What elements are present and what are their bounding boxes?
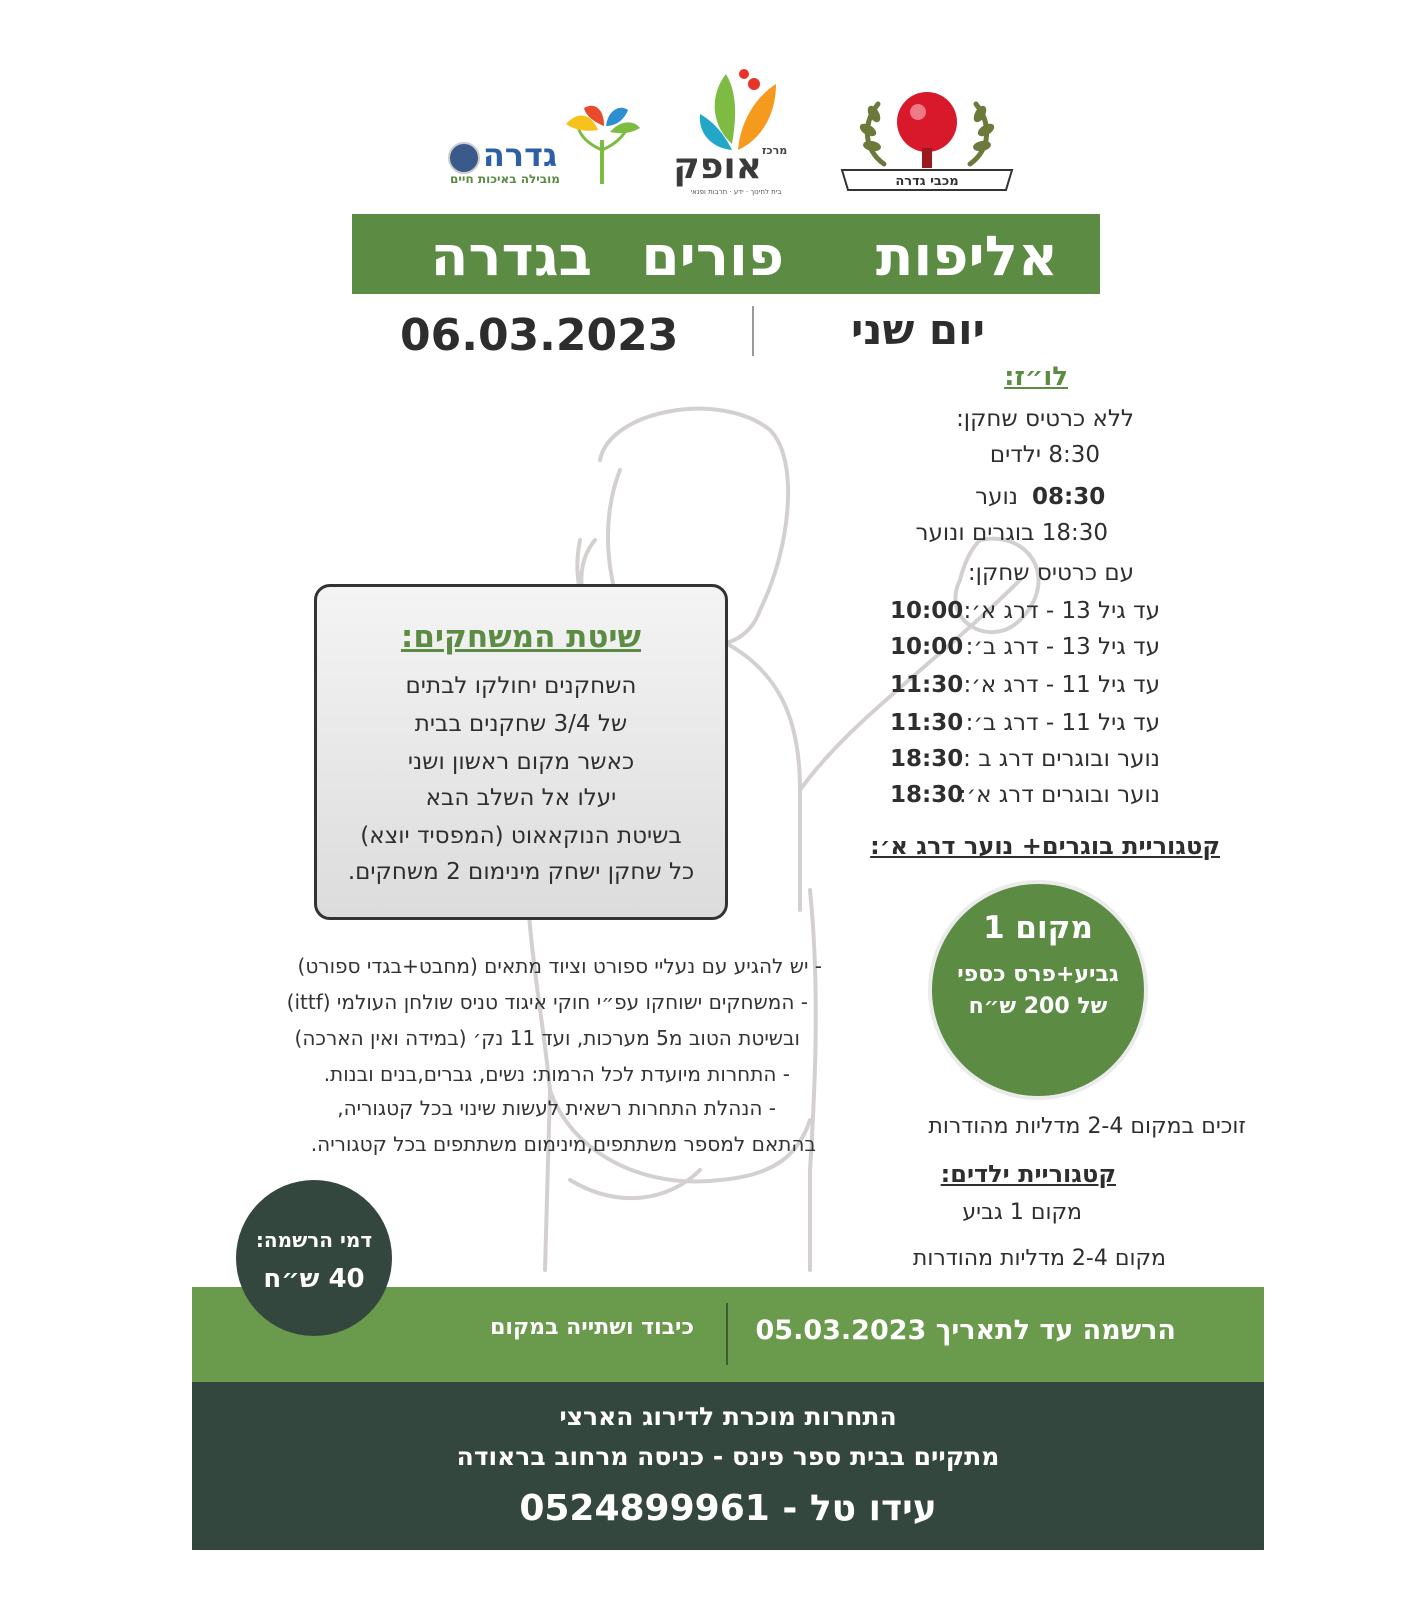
contact-info: עידו טל - 0524899961 xyxy=(519,1488,937,1529)
refreshments-note: כיבוד ושתייה במקום xyxy=(490,1315,694,1340)
prize-place: מקום 1 xyxy=(983,910,1093,946)
game-system-box xyxy=(314,584,728,920)
with-card-row-time: 18:30 xyxy=(890,782,964,808)
game-system-line: יעלו אל השלב הבא xyxy=(425,785,617,811)
prize-description: גביע+פרס כספי xyxy=(957,962,1119,987)
ofek-logo-name: אופק xyxy=(673,146,762,187)
ranking-note: התחרות מוכרת לדירוג הארצי xyxy=(559,1402,897,1431)
kids-category-heading: קטגוריית ילדים: xyxy=(940,1160,1116,1188)
header-divider xyxy=(752,306,754,356)
registration-fee-badge xyxy=(236,1180,392,1336)
first-place-prize-badge xyxy=(932,884,1144,1096)
title-banner xyxy=(352,214,1100,294)
gedera-logo xyxy=(448,100,644,192)
event-day: יום שני xyxy=(851,305,985,354)
no-card-youth-label: נוער xyxy=(975,484,1018,510)
with-card-row-time: 10:00 xyxy=(890,634,964,660)
kids-first-place: מקום 1 גביע xyxy=(962,1200,1082,1225)
game-system-line: בשיטת הנוקאאוט (המפסיד יוצא) xyxy=(360,823,682,849)
title-word-2: פורים xyxy=(641,224,784,288)
schedule-heading: לו״ז: xyxy=(1004,362,1068,392)
gedera-logo-name: גדרה xyxy=(482,136,558,174)
fee-label: דמי הרשמה: xyxy=(255,1228,373,1252)
ofek-logo-small: מרכז xyxy=(762,144,788,157)
with-card-row-label: עד גיל 11 - דרג א׳: xyxy=(963,672,1160,698)
no-card-kids: 8:30 ילדים xyxy=(989,442,1100,468)
title-word-1: אליפות xyxy=(875,224,1058,288)
no-card-adults: 18:30 בוגרים ונוער xyxy=(915,520,1108,546)
game-system-line: השחקנים יחולקו לבתים xyxy=(405,673,637,699)
adults-medals: זוכים במקום 2-4 מדליות מהודרות xyxy=(928,1114,1246,1139)
no-card-label: ללא כרטיס שחקן: xyxy=(956,406,1134,432)
rules-note: - התחרות מיועדת לכל הרמות: נשים, גברים,בנים ובנות. xyxy=(323,1062,790,1086)
with-card-label: עם כרטיס שחקן: xyxy=(967,560,1134,586)
rules-note: - המשחקים ישוחקו עפ״י חוקי איגוד טניס שולחן העולמי (ittf) xyxy=(286,990,808,1014)
rules-note: בהתאם למספר משתתפים,מינימום משתתפים בכל קטגוריה. xyxy=(310,1132,816,1156)
rules-note: - יש להגיע עם נעליי ספורט וציוד מתאים (מחבט+בגדי ספורט) xyxy=(297,954,822,978)
registration-divider xyxy=(726,1303,728,1365)
fee-amount: 40 ש״ח xyxy=(263,1264,365,1294)
with-card-row-label: עד גיל 13 - דרג א׳: xyxy=(963,598,1160,624)
ofek-logo-tagline: בית לחינוך · ידע · תרבות ופנאי xyxy=(690,188,782,196)
event-date: 06.03.2023 xyxy=(400,310,679,361)
rules-note: ובשיטת הטוב מ5 מערכות, ועד 11 נק׳ (במידה ואין הארכה) xyxy=(294,1026,800,1050)
with-card-row-time: 18:30 xyxy=(890,746,964,772)
game-system-line: כאשר מקום ראשון ושני xyxy=(407,749,635,775)
maccabi-gedera-logo xyxy=(838,84,1016,196)
maccabi-logo-text: מכבי גדרה xyxy=(895,174,959,189)
game-system-heading: שיטת המשחקים: xyxy=(400,619,642,655)
game-system-line: כל שחקן ישחק מינימום 2 משחקים. xyxy=(347,859,695,885)
with-card-row-time: 11:30 xyxy=(890,710,964,736)
with-card-row-time: 10:00 xyxy=(890,598,964,624)
title-word-3: בגדרה xyxy=(430,224,592,288)
gedera-emblem-icon xyxy=(448,142,480,174)
gedera-logo-tagline: מובילה באיכות חיים xyxy=(450,172,560,186)
with-card-row-label: עד גיל 11 - דרג ב׳: xyxy=(965,710,1160,736)
ofek-logo xyxy=(673,64,792,200)
prize-amount: של 200 ש״ח xyxy=(968,994,1108,1019)
game-system-line: של 3/4 שחקנים בבית xyxy=(414,711,628,737)
registration-deadline: הרשמה עד לתאריך 05.03.2023 xyxy=(755,1315,1176,1346)
footer-band xyxy=(192,1382,1264,1550)
with-card-row-label: עד גיל 13 - דרג ב׳: xyxy=(965,634,1160,660)
with-card-row-time: 11:30 xyxy=(890,672,964,698)
kids-medals: מקום 2-4 מדליות מהודרות xyxy=(912,1246,1166,1271)
with-card-row-label: נוער ובוגרים דרג ב : xyxy=(963,746,1160,772)
venue-note: מתקיים בבית ספר פינס - כניסה מרחוב בראודה xyxy=(456,1442,1000,1471)
adults-category-heading: קטגוריית בוגרים+ נוער דרג א׳: xyxy=(870,832,1220,860)
rules-note: - הנהלת התחרות רשאית לעשות שינוי בכל קטגוריה, xyxy=(337,1096,776,1120)
with-card-row-label: נוער ובוגרים דרג א׳: xyxy=(958,782,1160,808)
no-card-youth-time: 08:30 xyxy=(1032,484,1106,510)
